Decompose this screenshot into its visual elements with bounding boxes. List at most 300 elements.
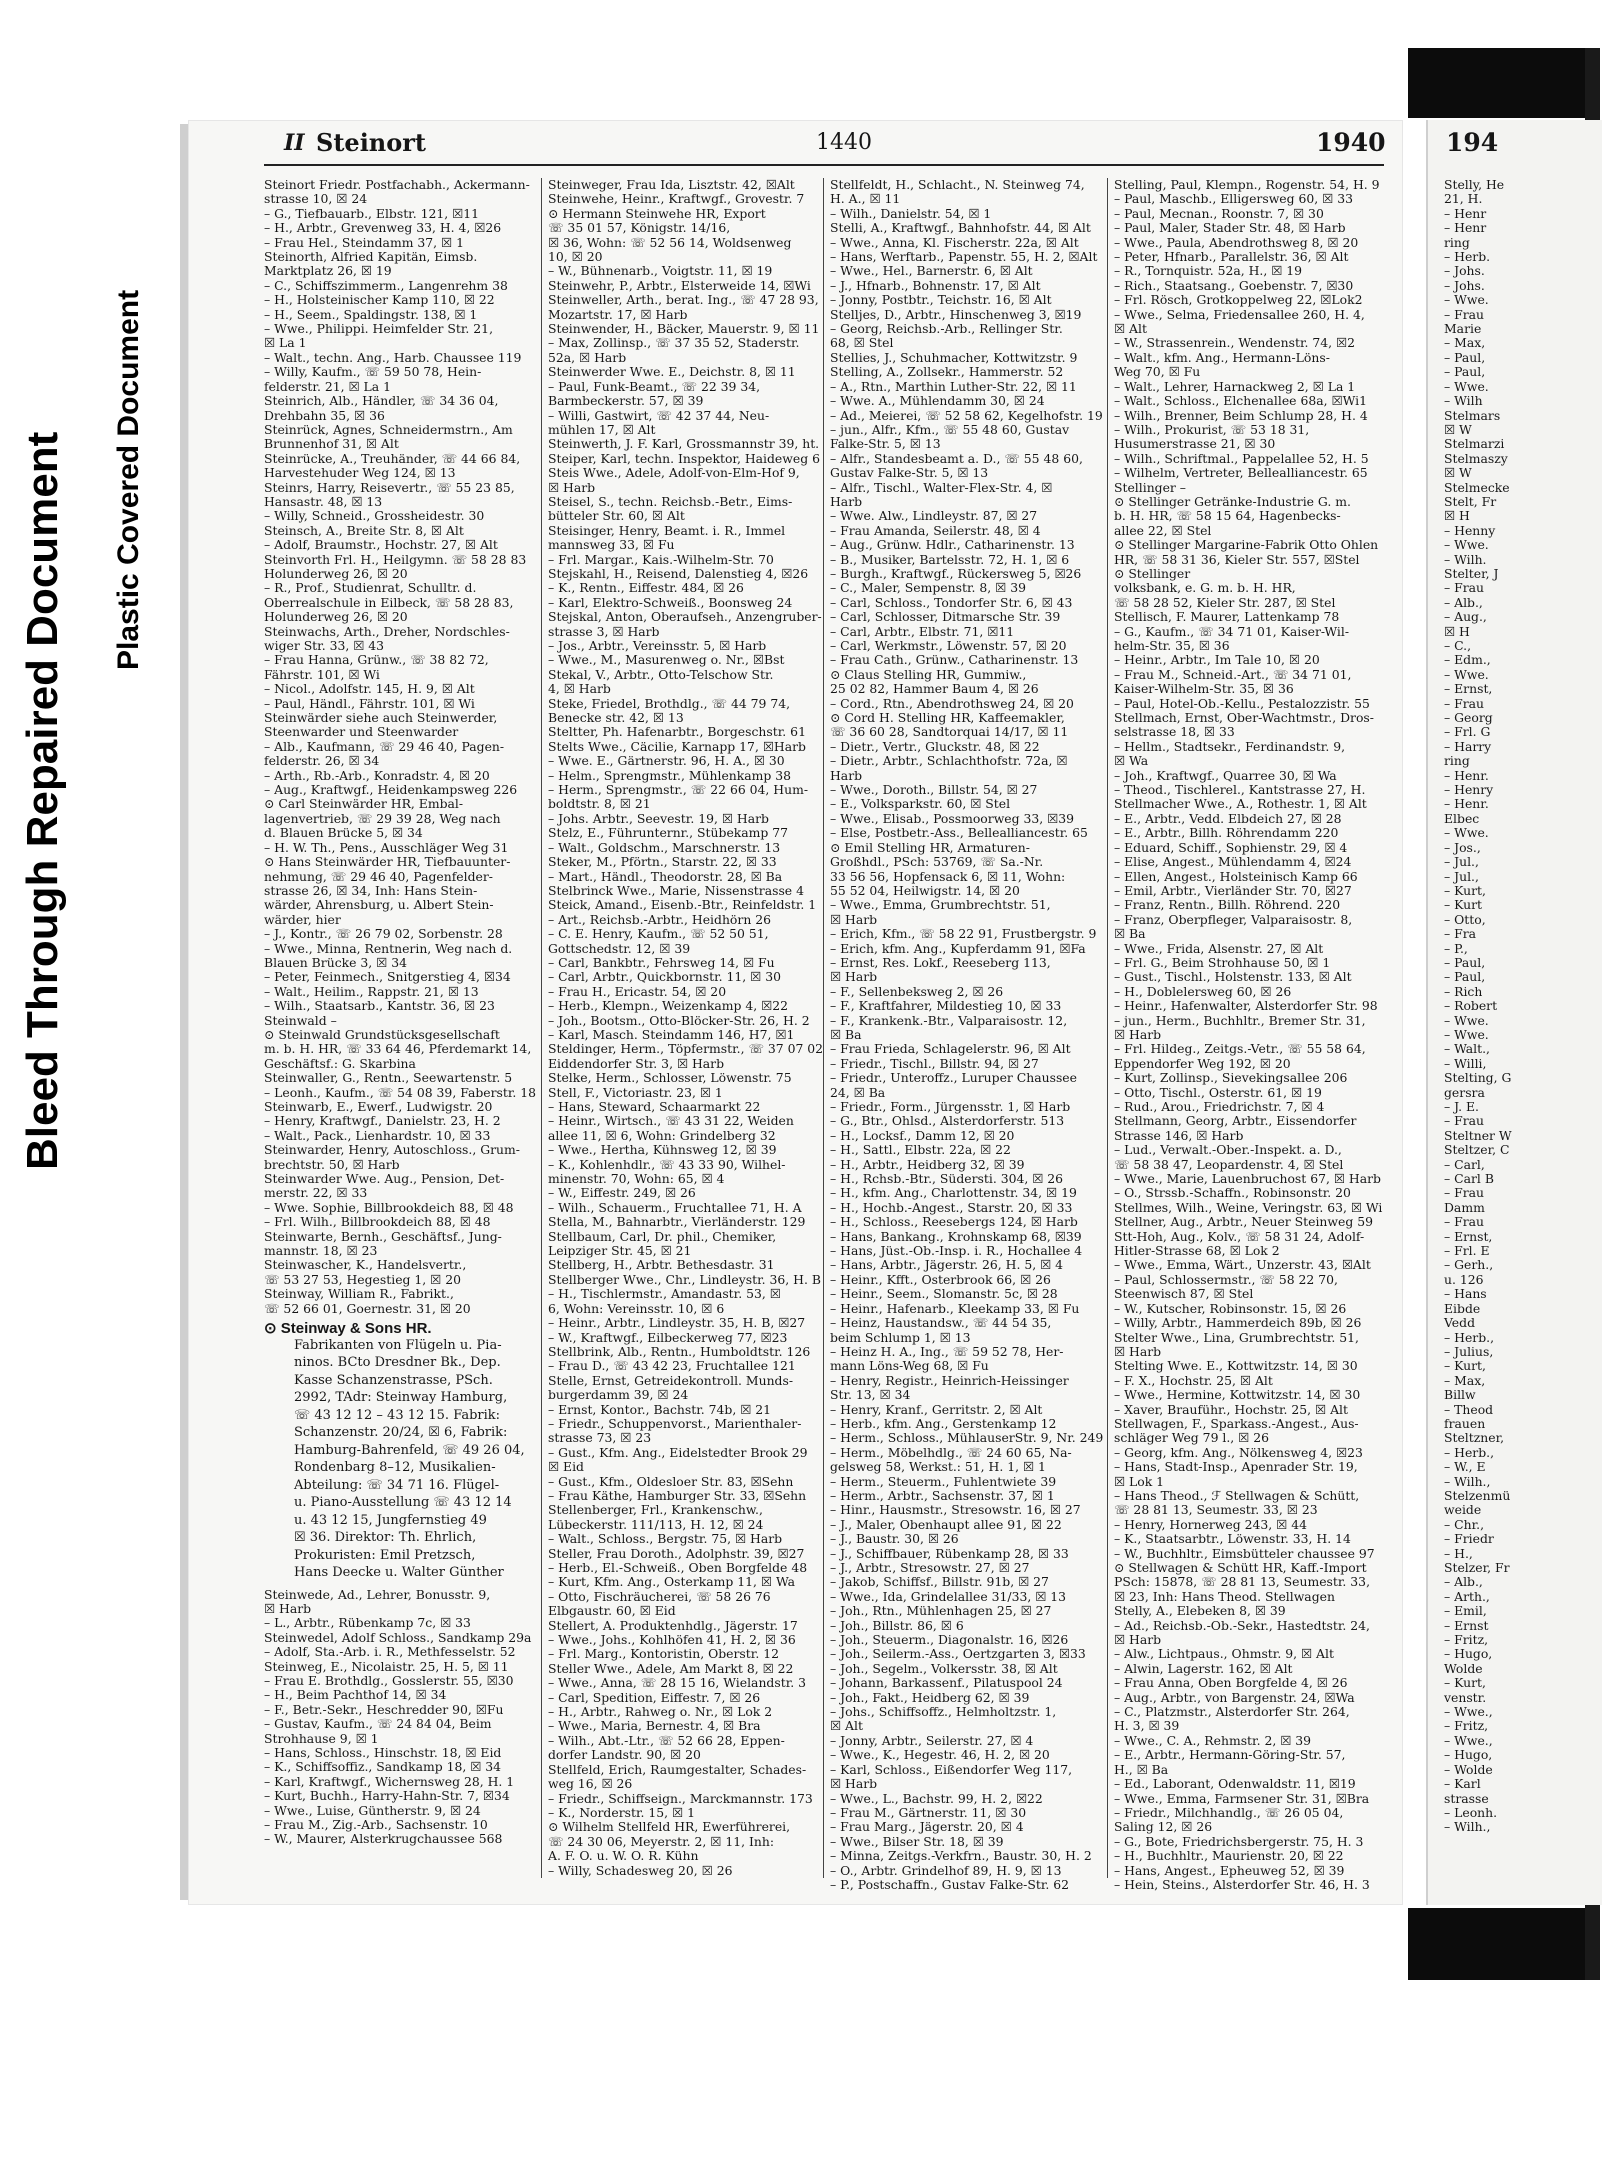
directory-entry-line: ⊙ Hermann Steinwehe HR, Export <box>548 205 766 221</box>
directory-entry-line: Stelter, J <box>1444 565 1499 581</box>
directory-entry-line: Steller Wwe., Adele, Am Markt 8, ☒ 22 <box>548 1660 794 1676</box>
directory-entry-line: Stelz, E., Führunternr., Stübekamp 77 <box>548 825 789 841</box>
directory-entry-line: – Nicol., Adolfstr. 145, H. 9, ☒ Alt <box>264 681 475 697</box>
directory-entry-line: Stellberger Wwe., Chr., Lindleystr. 36, H. B <box>548 1271 821 1287</box>
directory-entry-line: Steinwaller, G., Rentn., Seewartenstr. 5 <box>264 1070 513 1086</box>
directory-entry-line: Benecke str. 42, ☒ 13 <box>548 710 684 726</box>
directory-entry-line: Steinwarte, Bernh., Geschäftsf., Jung- <box>264 1228 502 1244</box>
directory-entry-line: – R., Tornquistr. 52a, H., ☒ 19 <box>1114 263 1303 279</box>
directory-entry-line: – Herb., Klempn., Weizenkamp 4, ☒22 <box>548 998 788 1014</box>
directory-entry-line: – Hans, Angest., Epheuweg 52, ☒ 39 <box>1114 1862 1345 1878</box>
directory-entry-line: – Max, <box>1444 335 1486 351</box>
directory-entry-line: – Wilh., Danielstr. 54, ☒ 1 <box>830 205 992 221</box>
directory-entry-line: ☏ 24 30 06, Meyerstr. 2, ☒ 11, Inh: <box>548 1833 775 1849</box>
directory-entry-line: – Paul, <box>1444 954 1486 970</box>
directory-entry-line: – H., Locksf., Damm 12, ☒ 20 <box>830 1127 1015 1143</box>
directory-entry-line: ☒ H <box>1444 623 1470 639</box>
directory-entry-line: – Leonh. <box>1444 1804 1498 1820</box>
directory-entry-line: – Wilh., Brenner, Beim Schlump 28, H. 4 <box>1114 407 1368 423</box>
directory-entry-line: – Georg <box>1444 710 1493 726</box>
directory-entry-line: – J. E. <box>1444 1099 1479 1114</box>
directory-entry-line: ☒ Harb <box>1114 1632 1162 1648</box>
directory-entry-line: Stellmann, Georg, Arbtr., Eissendorfer <box>1114 1113 1357 1129</box>
directory-entry-line: Leipziger Str. 45, ☒ 21 <box>548 1243 692 1259</box>
directory-entry-line: – Kurt, Kfm. Ang., Osterkamp 11, ☒ Wa <box>548 1574 796 1590</box>
directory-entry-line: Holunderweg 26, ☒ 20 <box>264 565 408 581</box>
directory-entry-line: – Paul, Mecnan., Roonstr. 7, ☒ 30 <box>1114 205 1324 221</box>
directory-entry-line: – Willi, <box>1444 1055 1487 1071</box>
directory-entry-line: – Willy, Schadesweg 20, ☒ 26 <box>548 1862 733 1878</box>
directory-entry-line: – Frau M., Schneid.-Art., ☏ 34 71 01, <box>1114 666 1352 682</box>
directory-entry-line: – W., Kutscher, Robinsonstr. 15, ☒ 26 <box>1114 1300 1347 1316</box>
facing-page-column <box>1444 178 1604 1835</box>
directory-entry-line: Stelting, G <box>1444 1070 1512 1086</box>
directory-entry-line: – Aug., Kraftwgf., Heidenkampsweg 226 <box>264 782 518 798</box>
directory-entry-line: ☏ 36 60 28, Sandtorquai 14/17, ☒ 11 <box>830 724 1069 740</box>
directory-entry-line: – Hans, Arbtr., Jägerstr. 26, H. 5, ☒ 4 <box>830 1257 1064 1273</box>
directory-entry-line: u. 126 <box>1444 1271 1484 1287</box>
directory-entry-line: ☒ Harb <box>830 1776 878 1792</box>
directory-entry-line: – Henr. <box>1444 796 1489 812</box>
directory-entry-line: – O., Strssb.-Schaffn., Robinsonstr. 20 <box>1114 1185 1351 1201</box>
directory-entry-line: u. 43 12 15, Jungfernstieg 49 <box>294 1512 487 1528</box>
directory-entry-line: – Wilh <box>1444 393 1483 409</box>
directory-entry-line: ☏ 35 01 57, Königstr. 14/16, <box>548 220 731 236</box>
directory-entry-line: strasse 3, ☒ Harb <box>548 623 660 639</box>
directory-entry-line: – Frau M., Gärtnerstr. 11, ☒ 30 <box>830 1804 1027 1820</box>
directory-entry-line: selstrasse 18, ☒ 33 <box>1114 724 1235 740</box>
directory-entry-line: – F., Krankenk.-Btr., Valparaisostr. 12, <box>830 1012 1068 1028</box>
directory-entry-line: – Walt., Heilim., Rappstr. 21, ☒ 13 <box>264 983 479 999</box>
directory-entry-line: Abteilung: ☏ 34 71 16. Flügel- <box>294 1477 500 1493</box>
directory-entry-line: – C., Platzmstr., Alsterdorfer Str. 264, <box>1114 1704 1350 1720</box>
directory-entry-line: Stellbaum, Carl, Dr. phil., Chemiker, <box>548 1228 777 1244</box>
column-rule <box>541 178 542 1878</box>
directory-entry-line: Großhdl., PSch: 53769, ☏ Sa.-Nr. <box>830 854 1044 870</box>
directory-entry-line: ring <box>1444 234 1470 250</box>
directory-entry-line: – Minna, Zeitgs.-Verkfrn., Baustr. 30, H. 2 <box>830 1848 1092 1864</box>
directory-entry-line: Stelzenmü <box>1444 1487 1511 1503</box>
directory-entry-line: – Max, <box>1444 1372 1486 1388</box>
directory-entry-line: – Johs. <box>1444 277 1485 293</box>
directory-entry-line: – Walt., Schloss., Elchenallee 68a, ☒Wi1 <box>1114 393 1367 409</box>
directory-entry-line: – W., Maurer, Alsterkrugchaussee 568 <box>264 1831 503 1847</box>
directory-entry-line: ☒ W <box>1444 421 1472 437</box>
directory-entry-line: – Wwe. <box>1444 666 1489 682</box>
directory-entry-line: ⊙ Wilhelm Stellfeld HR, Ewerführerei, <box>548 1819 791 1835</box>
directory-entry-line: Stelmaszy <box>1444 450 1508 466</box>
directory-entry-line: Wolde <box>1444 1660 1483 1676</box>
directory-entry-line: – Gust., Tischl., Holstenstr. 133, ☒ Alt <box>1114 969 1352 985</box>
directory-entry-line: – Johann, Barkassenf., Pilatuspool 24 <box>830 1675 1063 1691</box>
directory-entry-line: – Johs. Arbtr., Seevestr. 19, ☒ Harb <box>548 810 769 826</box>
directory-entry-line: – W., Bühnenarb., Voigtstr. 11, ☒ 19 <box>548 263 773 279</box>
directory-entry-line: – Joh., Steuerm., Diagonalstr. 16, ☒26 <box>830 1632 1069 1648</box>
directory-entry-line: – Jul., <box>1444 868 1479 884</box>
directory-entry-line: – Carl, Bankbtr., Fehrsweg 14, ☒ Fu <box>548 954 775 970</box>
directory-entry-line: – Joh., Fakt., Heidberg 62, ☒ 39 <box>830 1689 1030 1705</box>
directory-entry-line: H. A., ☒ 11 <box>830 191 901 207</box>
directory-entry-line: Barmbeckerstr. 57, ☒ 39 <box>548 393 704 409</box>
directory-entry-line: – Jos., Arbtr., Vereinsstr. 5, ☒ Harb <box>548 638 767 653</box>
directory-entry-line: – Henry, Kranf., Gerritstr. 2, ☒ Alt <box>830 1401 1043 1417</box>
directory-entry-line: Schanzenstr. 20/24, ☒ 6, Fabrik: <box>294 1425 508 1440</box>
directory-entry-line: – Emil, Arbtr., Vierländer Str. 70, ☒27 <box>1114 882 1352 898</box>
directory-entry-line: Stellenberger, Frl., Krankenschw., <box>548 1502 763 1518</box>
directory-entry-line: u. Piano-Ausstellung ☏ 43 12 14 <box>294 1495 512 1510</box>
directory-entry-line: – H., Arbtr., Grevenweg 33, H. 4, ☒26 <box>264 220 502 236</box>
directory-entry-line: – Joh., Seilerm.-Ass., Oertzgarten 3, ☒33 <box>830 1646 1086 1662</box>
directory-entry-line: – Kurt, Buchh., Harry-Hahn-Str. 7, ☒34 <box>264 1788 510 1804</box>
directory-entry-line: volksbank, e. G. m. b. H. HR, <box>1114 580 1296 596</box>
directory-entry-line: Stt-Hoh, Aug., Kolv., ☏ 58 31 24, Adolf- <box>1114 1228 1365 1244</box>
directory-entry-line: felderstr. 26, ☒ 34 <box>264 753 380 769</box>
directory-entry-line: – Heinr., Seem., Slomanstr. 5c, ☒ 28 <box>830 1286 1058 1302</box>
directory-entry-line: – Alb., Kaufmann, ☏ 29 46 40, Pagen- <box>264 738 505 754</box>
directory-entry-line: venstr. <box>1444 1689 1487 1705</box>
directory-entry-line: – C., Maler, Sempenstr. 8, ☒ 39 <box>830 580 1026 596</box>
directory-entry-line: bütteler Str. 60, ☒ Alt <box>548 508 685 524</box>
directory-entry-line: – Frau <box>1444 1113 1485 1129</box>
directory-entry-line: Steisinger, Henry, Beamt. i. R., Immel <box>548 522 786 538</box>
directory-entry-line: – Wwe., Hertha, Kühnsweg 12, ☒ 39 <box>548 1142 777 1158</box>
directory-entry-line: – J., Hfnarb., Bohnenstr. 17, ☒ Alt <box>830 277 1041 293</box>
directory-entry-line: merstr. 22, ☒ 33 <box>264 1185 368 1201</box>
directory-entry-line: – Eduard, Schiff., Sophienstr. 29, ☒ 4 <box>1114 839 1348 855</box>
directory-entry-line: – Wilh. <box>1444 551 1487 567</box>
directory-entry-line: Steinrück, Agnes, Schneidermstrn., Am <box>264 421 513 437</box>
section-numeral: II <box>284 130 305 156</box>
directory-entry-line: ☒ La 1 <box>264 335 307 351</box>
directory-entry-line: – K., Staatsarbtr., Löwenstr. 33, H. 14 <box>1114 1531 1351 1547</box>
directory-entry-line: – Dietr., Vertr., Gluckstr. 48, ☒ 22 <box>830 738 1040 754</box>
directory-entry-line: – Frl. G., Beim Strohhause 50, ☒ 1 <box>1114 954 1331 970</box>
directory-entry-line: – Wwe. <box>1444 1026 1489 1042</box>
directory-entry-line: 68, ☒ Stel <box>830 335 894 351</box>
directory-entry-line: – H., Rchsb.-Btr., Südersti. 304, ☒ 26 <box>830 1171 1064 1187</box>
directory-entry-line: – J., Arbtr., Stresowstr. 27, ☒ 27 <box>830 1560 1030 1575</box>
directory-entry-line: – Wwe., L., Bachstr. 99, H. 2, ☒22 <box>830 1790 1043 1806</box>
column-rule <box>1107 178 1108 1878</box>
directory-entry-line: – Ed., Laborant, Odenwaldstr. 11, ☒19 <box>1114 1776 1356 1792</box>
directory-entry-line: Stelle, Ernst, Getreidekontroll. Munds- <box>548 1372 794 1388</box>
directory-entry-line: Hansastr. 48, ☒ 13 <box>264 493 383 509</box>
directory-entry-line: – Fritz, <box>1444 1718 1489 1734</box>
directory-entry-line: Steinway, William R., Fabrikt., <box>264 1286 454 1302</box>
directory-entry-line: – G., Kaufm., ☏ 34 71 01, Kaiser-Wil- <box>1114 623 1350 639</box>
directory-entry-line: PSch: 15878, ☏ 28 81 13, Seumestr. 33, <box>1114 1574 1371 1590</box>
directory-entry-line: – Burgh., Kraftwgf., Rückersweg 5, ☒26 <box>830 565 1082 581</box>
directory-entry-line: ☒ Harb <box>830 969 878 985</box>
directory-entry-line: boldtstr. 8, ☒ 21 <box>548 796 651 812</box>
directory-entry-line: Elbgaustr. 60, ☒ Eid <box>548 1603 676 1619</box>
directory-entry-line: Stellinger – <box>1114 479 1186 495</box>
scan-edge-bottom <box>1408 1908 1600 1980</box>
directory-entry-line: – Hans <box>1444 1286 1487 1302</box>
directory-entry-line: – Kurt, <box>1444 882 1486 898</box>
directory-entry-line: ☏ 53 27 53, Hegestieg 1, ☒ 20 <box>264 1271 461 1287</box>
directory-entry-line: – Frau Käthe, Hamburger Str. 33, ☒Sehn <box>548 1487 807 1503</box>
directory-entry-line: – Friedr., Schuppenvorst., Marienthaler- <box>548 1415 802 1431</box>
directory-entry-line: 24, ☒ Ba <box>830 1084 886 1100</box>
directory-entry-line: Steinwarder, Henry, Autoschloss., Grum- <box>264 1142 520 1158</box>
directory-entry-line: – Peter, Hfnarb., Parallelstr. 36, ☒ Alt <box>1114 249 1349 265</box>
directory-entry-line: – Alfr., Standesbeamt a. D., ☏ 55 48 60, <box>830 450 1083 466</box>
directory-entry-line: – E., Arbtr., Billh. Röhrendamm 220 <box>1114 825 1339 841</box>
directory-entry-line: – K., Norderstr. 15, ☒ 1 <box>548 1804 695 1820</box>
directory-entry-line: – E., Arbtr., Vedd. Elbdeich 27, ☒ 28 <box>1114 810 1342 826</box>
directory-entry-line: Marktplatz 26, ☒ 19 <box>264 263 392 279</box>
directory-entry-line: – Ernst, Kontor., Bachstr. 74b, ☒ 21 <box>548 1401 772 1417</box>
directory-entry-line: Strohhause 9, ☒ 1 <box>264 1730 379 1746</box>
directory-entry-line: Stelke, Herm., Schlosser, Löwenstr. 75 <box>548 1070 792 1086</box>
directory-entry-line: ☏ 58 28 52, Kieler Str. 287, ☒ Stel <box>1114 594 1336 610</box>
facing-page-year: 194 <box>1446 128 1499 157</box>
directory-entry-line: Stelt, Fr <box>1444 493 1497 509</box>
directory-entry-line: Steinvorth Frl. H., Heilgymn. ☏ 58 28 83 <box>264 551 527 567</box>
directory-entry-line: ☒ W <box>1444 465 1472 481</box>
directory-entry-line: – Walt., kfm. Ang., Hermann-Löns- <box>1114 349 1330 365</box>
directory-entry-line: – Fra <box>1444 926 1477 942</box>
scan-edge-top <box>1408 48 1600 118</box>
directory-entry-line: Steinwender, H., Bäcker, Mauerstr. 9, ☒ 11 <box>548 321 820 337</box>
directory-entry-line: – P., <box>1444 940 1468 956</box>
directory-column-1 <box>264 177 537 1878</box>
directory-entry-line: – W., Buchhltr., Eimsbütteler chaussee 97 <box>1114 1545 1375 1561</box>
directory-entry-line: – Frl. Rösch, Grotkoppelweg 22, ☒Lok2 <box>1114 292 1363 308</box>
directory-entry-line: dorfer Landstr. 90, ☒ 20 <box>548 1747 701 1763</box>
directory-entry-line: – Friedr., Tischl., Billstr. 94, ☒ 27 <box>830 1055 1039 1071</box>
directory-entry-line: – Alwin, Lagerstr. 162, ☒ Alt <box>1114 1660 1293 1676</box>
directory-entry-line: – Wwe., Anna, Kl. Fischerstr. 22a, ☒ Alt <box>830 234 1079 250</box>
directory-entry-line: felderstr. 21, ☒ La 1 <box>264 378 391 394</box>
directory-entry-line: Marie <box>1444 321 1482 337</box>
directory-entry-line: – Frau Cath., Grünw., Catharinenstr. 13 <box>830 652 1079 668</box>
directory-entry-line: Vedd <box>1444 1315 1476 1331</box>
directory-entry-line: – Karl <box>1444 1776 1481 1792</box>
directory-entry-line: Steis Wwe., Adele, Adolf-von-Elm-Hof 9, <box>548 465 800 481</box>
directory-entry-line: – Wwe., Emma, Wärt., Unzerstr. 43, ☒Alt <box>1114 1257 1371 1273</box>
directory-entry-line: – Chr., <box>1444 1516 1485 1532</box>
directory-entry-line: – Wwe., Hel., Barnerstr. 6, ☒ Alt <box>830 263 1033 279</box>
directory-entry-line: – Frau <box>1444 1185 1485 1201</box>
directory-entry-line: weg 16, ☒ 26 <box>548 1776 633 1792</box>
directory-entry-line: allee 22, ☒ Stel <box>1114 522 1212 538</box>
directory-entry-line: – Wilh., Staatsarb., Kantstr. 36, ☒ 23 <box>264 998 495 1014</box>
directory-entry-line: – Wwe., Paula, Abendrothsweg 8, ☒ 20 <box>1114 234 1359 250</box>
directory-entry-line: – B., Musiker, Bartelsstr. 72, H. 1, ☒ 6 <box>830 551 1070 567</box>
directory-entry-line: helm-Str. 35, ☒ 36 <box>1114 638 1230 653</box>
directory-entry-line: – Henr <box>1444 220 1487 236</box>
directory-entry-line: – Kurt <box>1444 897 1483 913</box>
directory-entry-line: ☏ 28 81 13, Seumestr. 33, ☒ 23 <box>1114 1502 1318 1518</box>
directory-entry-line: ⊙ Stellinger Margarine-Fabrik Otto Ohlen <box>1114 537 1379 553</box>
directory-entry-line: ☒ 36. Direktor: Th. Ehrlich, <box>294 1530 477 1545</box>
directory-entry-line: – Joh., Bootsm., Otto-Blöcker-Str. 26, H. 2 <box>548 1012 810 1028</box>
directory-entry-line: mühlen 17, ☒ Alt <box>548 421 656 437</box>
plastic-covered-label: Plastic Covered Document <box>112 289 145 670</box>
directory-entry-line: 55 52 04, Heilwigstr. 14, ☒ 20 <box>830 882 1020 898</box>
directory-entry-line: Steinwedel, Adolf Schloss., Sandkamp 29a <box>264 1629 532 1645</box>
directory-entry-line: strasse <box>1444 1790 1489 1806</box>
directory-entry-line: – Franz, Oberpfleger, Valparaisostr. 8, <box>1114 911 1353 927</box>
directory-entry-line: – Paul, Händl., Fährstr. 101, ☒ Wi <box>264 695 475 711</box>
directory-entry-line: – Frau Amanda, Seilerstr. 48, ☒ 4 <box>830 522 1041 538</box>
directory-entry-line: – Wilh., <box>1444 1473 1491 1489</box>
directory-entry-line: ☒ Alt <box>830 1718 863 1734</box>
directory-entry-line: ☒ H <box>1444 508 1470 524</box>
directory-entry-line: – Wwe., Ida, Grindelallee 31/33, ☒ 13 <box>830 1588 1067 1604</box>
directory-entry-line: – Hellm., Stadtsekr., Ferdinandstr. 9, <box>1114 738 1346 754</box>
directory-entry-line: ⊙ Cord H. Stelling HR, Kaffeemakler, <box>830 710 1065 726</box>
directory-entry-line: Stejskahl, H., Reisend, Dalenstieg 4, ☒26 <box>548 565 809 581</box>
directory-entry-line: nehmung, ☏ 29 46 40, Pagenfelder- <box>264 868 493 884</box>
directory-entry-line: Steiper, Karl, techn. Inspektor, Haideweg 6 <box>548 450 820 466</box>
directory-entry-line: Steltter, Ph. Hafenarbtr., Borgeschstr. 61 <box>548 724 806 740</box>
directory-entry-line: – J., Kontr., ☏ 26 79 02, Sorbenstr. 28 <box>264 926 503 942</box>
directory-entry-line: Steinwarb, E., Ewerf., Ludwigstr. 20 <box>264 1099 493 1114</box>
directory-entry-line: – Frau Anna, Oben Borgfelde 4, ☒ 26 <box>1114 1675 1348 1691</box>
directory-entry-line: Stelljes, D., Arbtr., Hinschenweg 3, ☒19 <box>830 306 1082 322</box>
directory-entry-line: – J., Maler, Obenhaupt allee 91, ☒ 22 <box>830 1516 1062 1532</box>
directory-entry-line: – Alb., <box>1444 1574 1483 1590</box>
directory-entry-line: – Wwe., Bilser Str. 18, ☒ 39 <box>830 1833 1004 1849</box>
directory-entry-line: 21, H. <box>1444 191 1483 207</box>
directory-entry-line: – Frau <box>1444 1214 1485 1230</box>
directory-entry-line: – Art., Reichsb.-Arbtr., Heidhörn 26 <box>548 911 772 927</box>
directory-entry-line: – Frau <box>1444 695 1485 711</box>
directory-entry-line: – G., Bote, Friedrichsbergerstr. 75, H. 3 <box>1114 1833 1364 1849</box>
directory-entry-line: – Emil, <box>1444 1603 1487 1619</box>
directory-entry-line: Stelmecke <box>1444 479 1510 495</box>
directory-entry-line: Saling 12, ☒ 26 <box>1114 1819 1213 1835</box>
directory-entry-line: ring <box>1444 753 1470 769</box>
directory-entry-line: – E., Arbtr., Hermann-Göring-Str. 57, <box>1114 1747 1346 1763</box>
directory-entry-line: ☒ 36, Wohn: ☏ 52 56 14, Woldsenweg <box>548 234 792 250</box>
directory-entry-line: – F., Betr.-Sekr., Heschredder 90, ☒Fu <box>264 1701 504 1717</box>
directory-entry-line: – A., Rtn., Marthin Luther-Str. 22, ☒ 11 <box>830 378 1077 394</box>
directory-entry-line: ⊙ Emil Stelling HR, Armaturen- <box>830 839 1030 855</box>
directory-entry-line: d. Blauen Brücke 5, ☒ 34 <box>264 825 423 841</box>
directory-entry-line: Harvestehuder Weg 124, ☒ 13 <box>264 465 456 481</box>
directory-entry-line: – Karl, Kraftwgf., Wichernsweg 28, H. 1 <box>264 1773 515 1789</box>
directory-entry-line: – Wwe. A., Mühlendamm 30, ☒ 24 <box>830 393 1045 409</box>
directory-entry-line: – C., Schiffszimmerm., Langenrehm 38 <box>264 277 508 293</box>
column-entries-continued <box>264 1588 534 1847</box>
directory-entry-line: Steisel, S., techn. Reichsb.-Betr., Eims- <box>548 493 793 509</box>
directory-entry-line: – Wilh., Prokurist, ☏ 53 18 31, <box>1114 421 1310 437</box>
directory-entry-line: – Friedr., Schiffseign., Marckmannstr. 173 <box>548 1790 813 1806</box>
directory-entry-line: ☒ Harb <box>830 911 878 927</box>
directory-entry-line: ☒ 23, Inh: Hans Theod. Stellwagen <box>1114 1588 1335 1604</box>
directory-entry-line: – H., Seem., Spaldingstr. 138, ☒ 1 <box>264 306 478 322</box>
directory-entry-line: Falke-Str. 5, ☒ 13 <box>830 436 941 452</box>
directory-entry-line: – C., <box>1444 638 1472 653</box>
directory-entry-line: – Paul, <box>1444 349 1486 365</box>
directory-entry-line: Hamburg-Bahrenfeld, ☏ 49 26 04, <box>294 1442 525 1458</box>
directory-entry-line: – Henry, Hornerweg 243, ☒ 44 <box>1114 1516 1307 1532</box>
directory-entry-line: – Johs., Schiffsoffz., Helmholtzstr. 1, <box>830 1704 1057 1720</box>
directory-entry-line: Stelter Wwe., Lina, Grumbrechtstr. 51, <box>1114 1329 1359 1345</box>
directory-entry-line: ☒ Alt <box>1114 321 1147 337</box>
directory-entry-line: ☒ Harb <box>264 1600 312 1616</box>
directory-entry-line: Steltner W <box>1444 1127 1512 1143</box>
directory-entry-line: – Henny <box>1444 522 1496 538</box>
directory-entry-line: Eppendorfer Weg 192, ☒ 20 <box>1114 1055 1291 1071</box>
directory-entry-line: – Ernst, <box>1444 681 1493 697</box>
directory-entry-line: – Wilh., Abt.-Ltr., ☏ 52 66 28, Eppen- <box>548 1732 785 1748</box>
directory-entry-line: Kaiser-Wilhelm-Str. 35, ☒ 36 <box>1114 681 1294 697</box>
directory-entry-line: – Gust., Kfm. Ang., Eidelstedter Brook 29 <box>548 1444 808 1460</box>
directory-entry-line: – Karl, Schloss., Eißendorfer Weg 117, <box>830 1761 1073 1777</box>
directory-entry-line: – Frau Frieda, Schlagelerstr. 96, ☒ Alt <box>830 1041 1071 1057</box>
directory-entry-line: – Walt., Schloss., Bergstr. 75, ☒ Harb <box>548 1531 783 1547</box>
directory-entry-line: – Hans Theod., ℱ Stellwagen & Schütt, <box>1114 1487 1360 1503</box>
directory-entry-line: – F., Sellenbeksweg 2, ☒ 26 <box>830 983 1004 999</box>
directory-entry-line: – Heinr., Hafenwalter, Alsterdorfer Str. 98 <box>1114 998 1378 1014</box>
directory-entry-line: – Heinr., Wirtsch., ☏ 43 31 22, Weiden <box>548 1113 794 1129</box>
directory-entry-line: Steinort Friedr. Postfachabh., Ackermann- <box>264 177 530 192</box>
directory-entry-line: – Theod <box>1444 1401 1494 1417</box>
directory-entry-line: – Else, Postbetr.-Ass., Bellealliancestr. 65 <box>830 825 1088 841</box>
directory-entry-line: – C. E. Henry, Kaufm., ☏ 52 50 51, <box>548 926 769 942</box>
directory-entry-line: – Frau <box>1444 306 1485 322</box>
directory-entry-line: – Jos., <box>1444 839 1481 855</box>
directory-entry-line: burgerdamm 39, ☒ 24 <box>548 1387 689 1403</box>
directory-entry-line: – H., <box>1444 1545 1473 1561</box>
directory-entry-line: Strasse 146, ☒ Harb <box>1114 1127 1244 1143</box>
directory-entry-line: Stellner, Aug., Arbtr., Neuer Steinweg 59 <box>1114 1214 1373 1230</box>
directory-entry-line: – Alfr., Tischl., Walter-Flex-Str. 4, ☒ <box>830 479 1053 495</box>
directory-entry-line: Stellmach, Ernst, Ober-Wachtmstr., Dros- <box>1114 710 1374 726</box>
directory-entry-line: – Ernst <box>1444 1617 1489 1633</box>
directory-entry-line: 4, ☒ Harb <box>548 681 611 697</box>
directory-entry-line: – Herm., Arbtr., Sachsenstr. 37, ☒ 1 <box>830 1487 1055 1503</box>
directory-entry-line: wärder, hier <box>264 911 341 927</box>
directory-entry-line: – Wilh., Schriftmal., Pappelallee 52, H. 5 <box>1114 450 1369 466</box>
directory-entry-line: – Ellen, Angest., Holsteinisch Kamp 66 <box>1114 868 1358 884</box>
directory-entry-line: Stellert, A. Produktenhdlg., Jägerstr. 17 <box>548 1617 798 1633</box>
directory-entry-line: mannstr. 18, ☒ 23 <box>264 1243 378 1259</box>
directory-entry-line: – H., kfm. Ang., Charlottenstr. 34, ☒ 19 <box>830 1185 1077 1201</box>
directory-entry-line: – Henr <box>1444 205 1487 221</box>
directory-entry-line: Steinweller, Arth., berat. Ing., ☏ 47 28 93, <box>548 292 819 308</box>
directory-entry-line: Husumerstrasse 21, ☒ 30 <box>1114 436 1276 452</box>
directory-entry-line: Steinwarder Wwe. Aug., Pension, Det- <box>264 1171 505 1187</box>
directory-entry-line: Stekal, V., Arbtr., Otto-Telschow Str. <box>548 666 774 682</box>
directory-entry-line: – Wwe. <box>1444 378 1489 394</box>
directory-entry-line: – Arth., Rb.-Arb., Konradstr. 4, ☒ 20 <box>264 767 490 783</box>
directory-entry-line: – Edm., <box>1444 652 1491 668</box>
directory-entry-line: – Herm., Steuerm., Fuhlentwiete 39 <box>830 1473 1057 1489</box>
directory-entry-line: – Henry, Kraftwgf., Danielstr. 23, H. 2 <box>264 1113 501 1129</box>
directory-entry-line: Geschäftsf.: G. Skarbina <box>264 1055 416 1071</box>
directory-entry-line: – Herb., El.-Schweiß., Oben Borgfelde 48 <box>548 1560 808 1575</box>
directory-entry-line: b. H. HR, ☏ 58 15 64, Hagenbecks- <box>1114 508 1341 524</box>
directory-entry-line: – Gustav, Kaufm., ☏ 24 84 04, Beim <box>264 1716 492 1732</box>
directory-entry-line: Stelzer, Fr <box>1444 1560 1510 1575</box>
directory-entry-line: – Kurt, <box>1444 1675 1486 1691</box>
directory-entry-line: – H., Tischlermstr., Amandastr. 53, ☒ <box>548 1286 781 1302</box>
directory-entry-line: – Wwe. <box>1444 1012 1489 1028</box>
directory-entry-line: – Paul, Hotel-Ob.-Kellu., Pestalozzistr. 55 <box>1114 695 1370 711</box>
directory-entry-line: Holunderweg 26, ☒ 20 <box>264 609 408 625</box>
directory-entry-line: – Wwe., Luise, Güntherstr. 9, ☒ 24 <box>264 1802 481 1818</box>
directory-entry-line: Stelling, A., Zollsekr., Hammerstr. 52 <box>830 364 1064 380</box>
directory-entry-line: – Walt., Lehrer, Harnackweg 2, ☒ La 1 <box>1114 378 1356 394</box>
directory-entry-line: Steinwehe, Heinr., Kraftwgf., Grovestr. 7 <box>548 191 805 207</box>
directory-entry-line: – jun., Herm., Buchhltr., Bremer Str. 31, <box>1114 1012 1366 1028</box>
